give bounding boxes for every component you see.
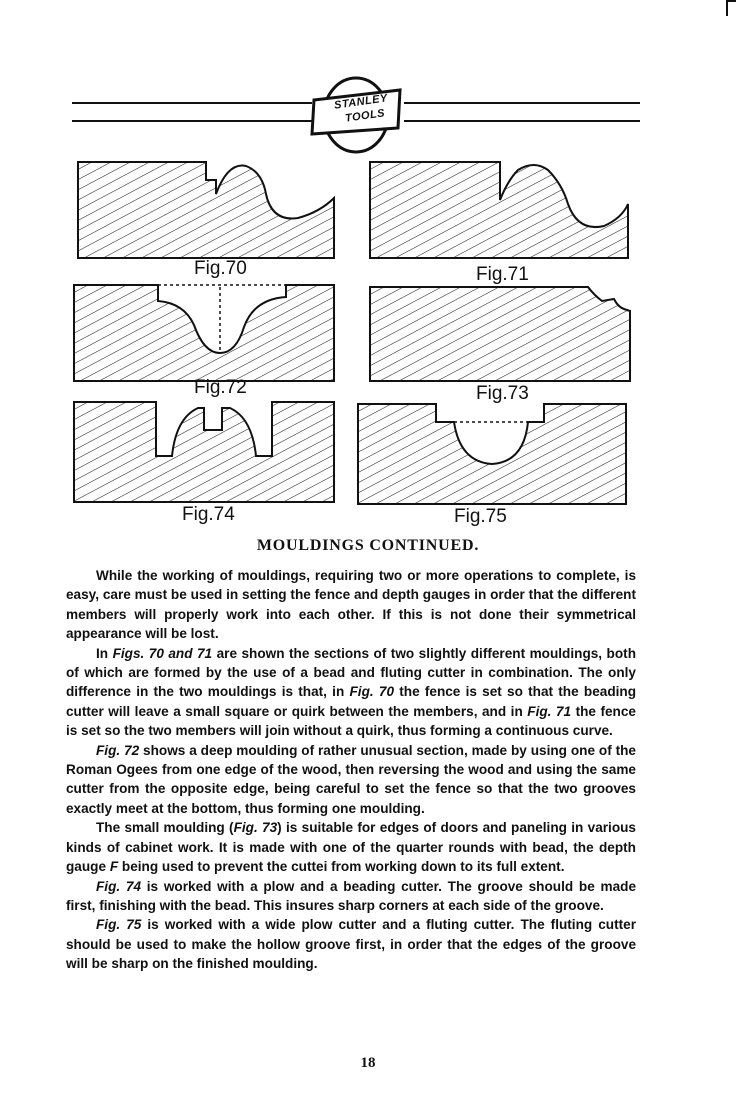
paragraph-6-text: is worked with a wide plow cutter and a fluting cutter. The fluting cutter should be used to make the hollow groove first, in order that the edges of the groove will be sharp on the finished moulding. [66, 917, 636, 972]
paragraph-2-text-a: In [96, 645, 113, 661]
figure-72-drawing [72, 283, 336, 383]
paragraph-2 [66, 644, 636, 741]
figure-73 [368, 285, 632, 404]
figure-reference: Figs. 70 and 71 [112, 645, 213, 661]
paragraph-2-text-c: the fence is set so that the beading cutter will leave a small square or quirk between the members, and in [66, 684, 637, 719]
paragraph-5-text: is worked with a plow and a beading cutter. The groove should be made first, finishing with the bead. This insures sharp corners at each side of the groove. [66, 878, 636, 913]
paragraph-2-text-b: are shown the sections of two slightly different mouldings, both of which are formed by the use of a bead and fluting cutter in combination. The only difference in the two mouldings is that, in [66, 645, 636, 700]
figure-reference: Fig. 75 [96, 917, 142, 933]
figure-74-drawing [72, 400, 336, 504]
figure-72 [72, 283, 336, 398]
section-title: MOULDINGS CONTINUED. [256, 537, 480, 554]
figure-75-label: Fig.75 [454, 506, 507, 527]
paragraph-3-text: shows a deep moulding of rather unusual section, made by using one of the Roman Ogees from one edge of the wood, then reversing the wood and using the same cutter from the opposite edge, being careful to set the fence so that the two grooves exactly meet at the bottom, thus forming one moulding. [66, 742, 636, 816]
header-rule-left-top [72, 102, 312, 104]
paragraph-1 [66, 566, 636, 644]
figure-reference: Fig. 72 [96, 742, 140, 758]
paragraph-1-text: While the working of mouldings, requiring two or more operations to complete, is easy, care must be used in setting the fence and depth gauges in order that the different members will properly work into each other. If this is not done their symmetrical appearance will be lost. [66, 568, 636, 642]
header-rule-left-bottom [72, 120, 312, 122]
figure-73-drawing [368, 285, 632, 385]
figure-75 [356, 402, 628, 527]
figure-75-drawing [356, 402, 628, 506]
figure-71 [368, 160, 632, 285]
paragraph-6 [66, 915, 636, 973]
figure-70-label: Fig.70 [194, 258, 247, 279]
figure-reference: Fig. 71 [527, 703, 572, 719]
paragraph-4 [66, 818, 636, 876]
header-rule-right-top [404, 102, 640, 104]
figure-73-label: Fig.73 [476, 383, 529, 404]
figure-reference: Fig. 73 [233, 820, 278, 836]
paragraph-4-text-a: The small moulding ( [96, 820, 234, 836]
header-rule-right-bottom [404, 120, 640, 122]
paragraph-4-text-b: ) is suitable for edges of doors and paneling in various kinds of cabinet work. It is made with one of the quarter rounds with bead, the depth gauge [66, 820, 636, 875]
figure-70-drawing [76, 160, 336, 260]
gauge-reference: F [109, 859, 119, 875]
logo-text-tools: TOOLS [344, 107, 386, 125]
page-corner-mark [726, 0, 736, 16]
logo-text-stanley: STANLEY [333, 92, 389, 112]
body-text [66, 566, 636, 974]
figure-72-label: Fig.72 [194, 377, 247, 398]
page-number: 18 [360, 1055, 376, 1071]
paragraph-3 [66, 741, 636, 819]
figure-71-label: Fig.71 [476, 264, 529, 285]
paragraph-5 [66, 877, 636, 916]
paragraph-4-text-c: being used to prevent the cuttei from working down to its full extent. [118, 859, 565, 875]
figure-reference: Fig. 74 [96, 878, 142, 894]
page-header [72, 70, 640, 160]
figure-70 [76, 160, 336, 279]
figure-reference: Fig. 70 [349, 684, 395, 700]
figure-71-drawing [368, 160, 632, 260]
paragraph-2-text-d: the fence is set so the two members will join without a quirk, thus forming a continuous curve. [66, 703, 636, 739]
figure-74 [72, 400, 336, 525]
figure-74-label: Fig.74 [182, 504, 235, 525]
